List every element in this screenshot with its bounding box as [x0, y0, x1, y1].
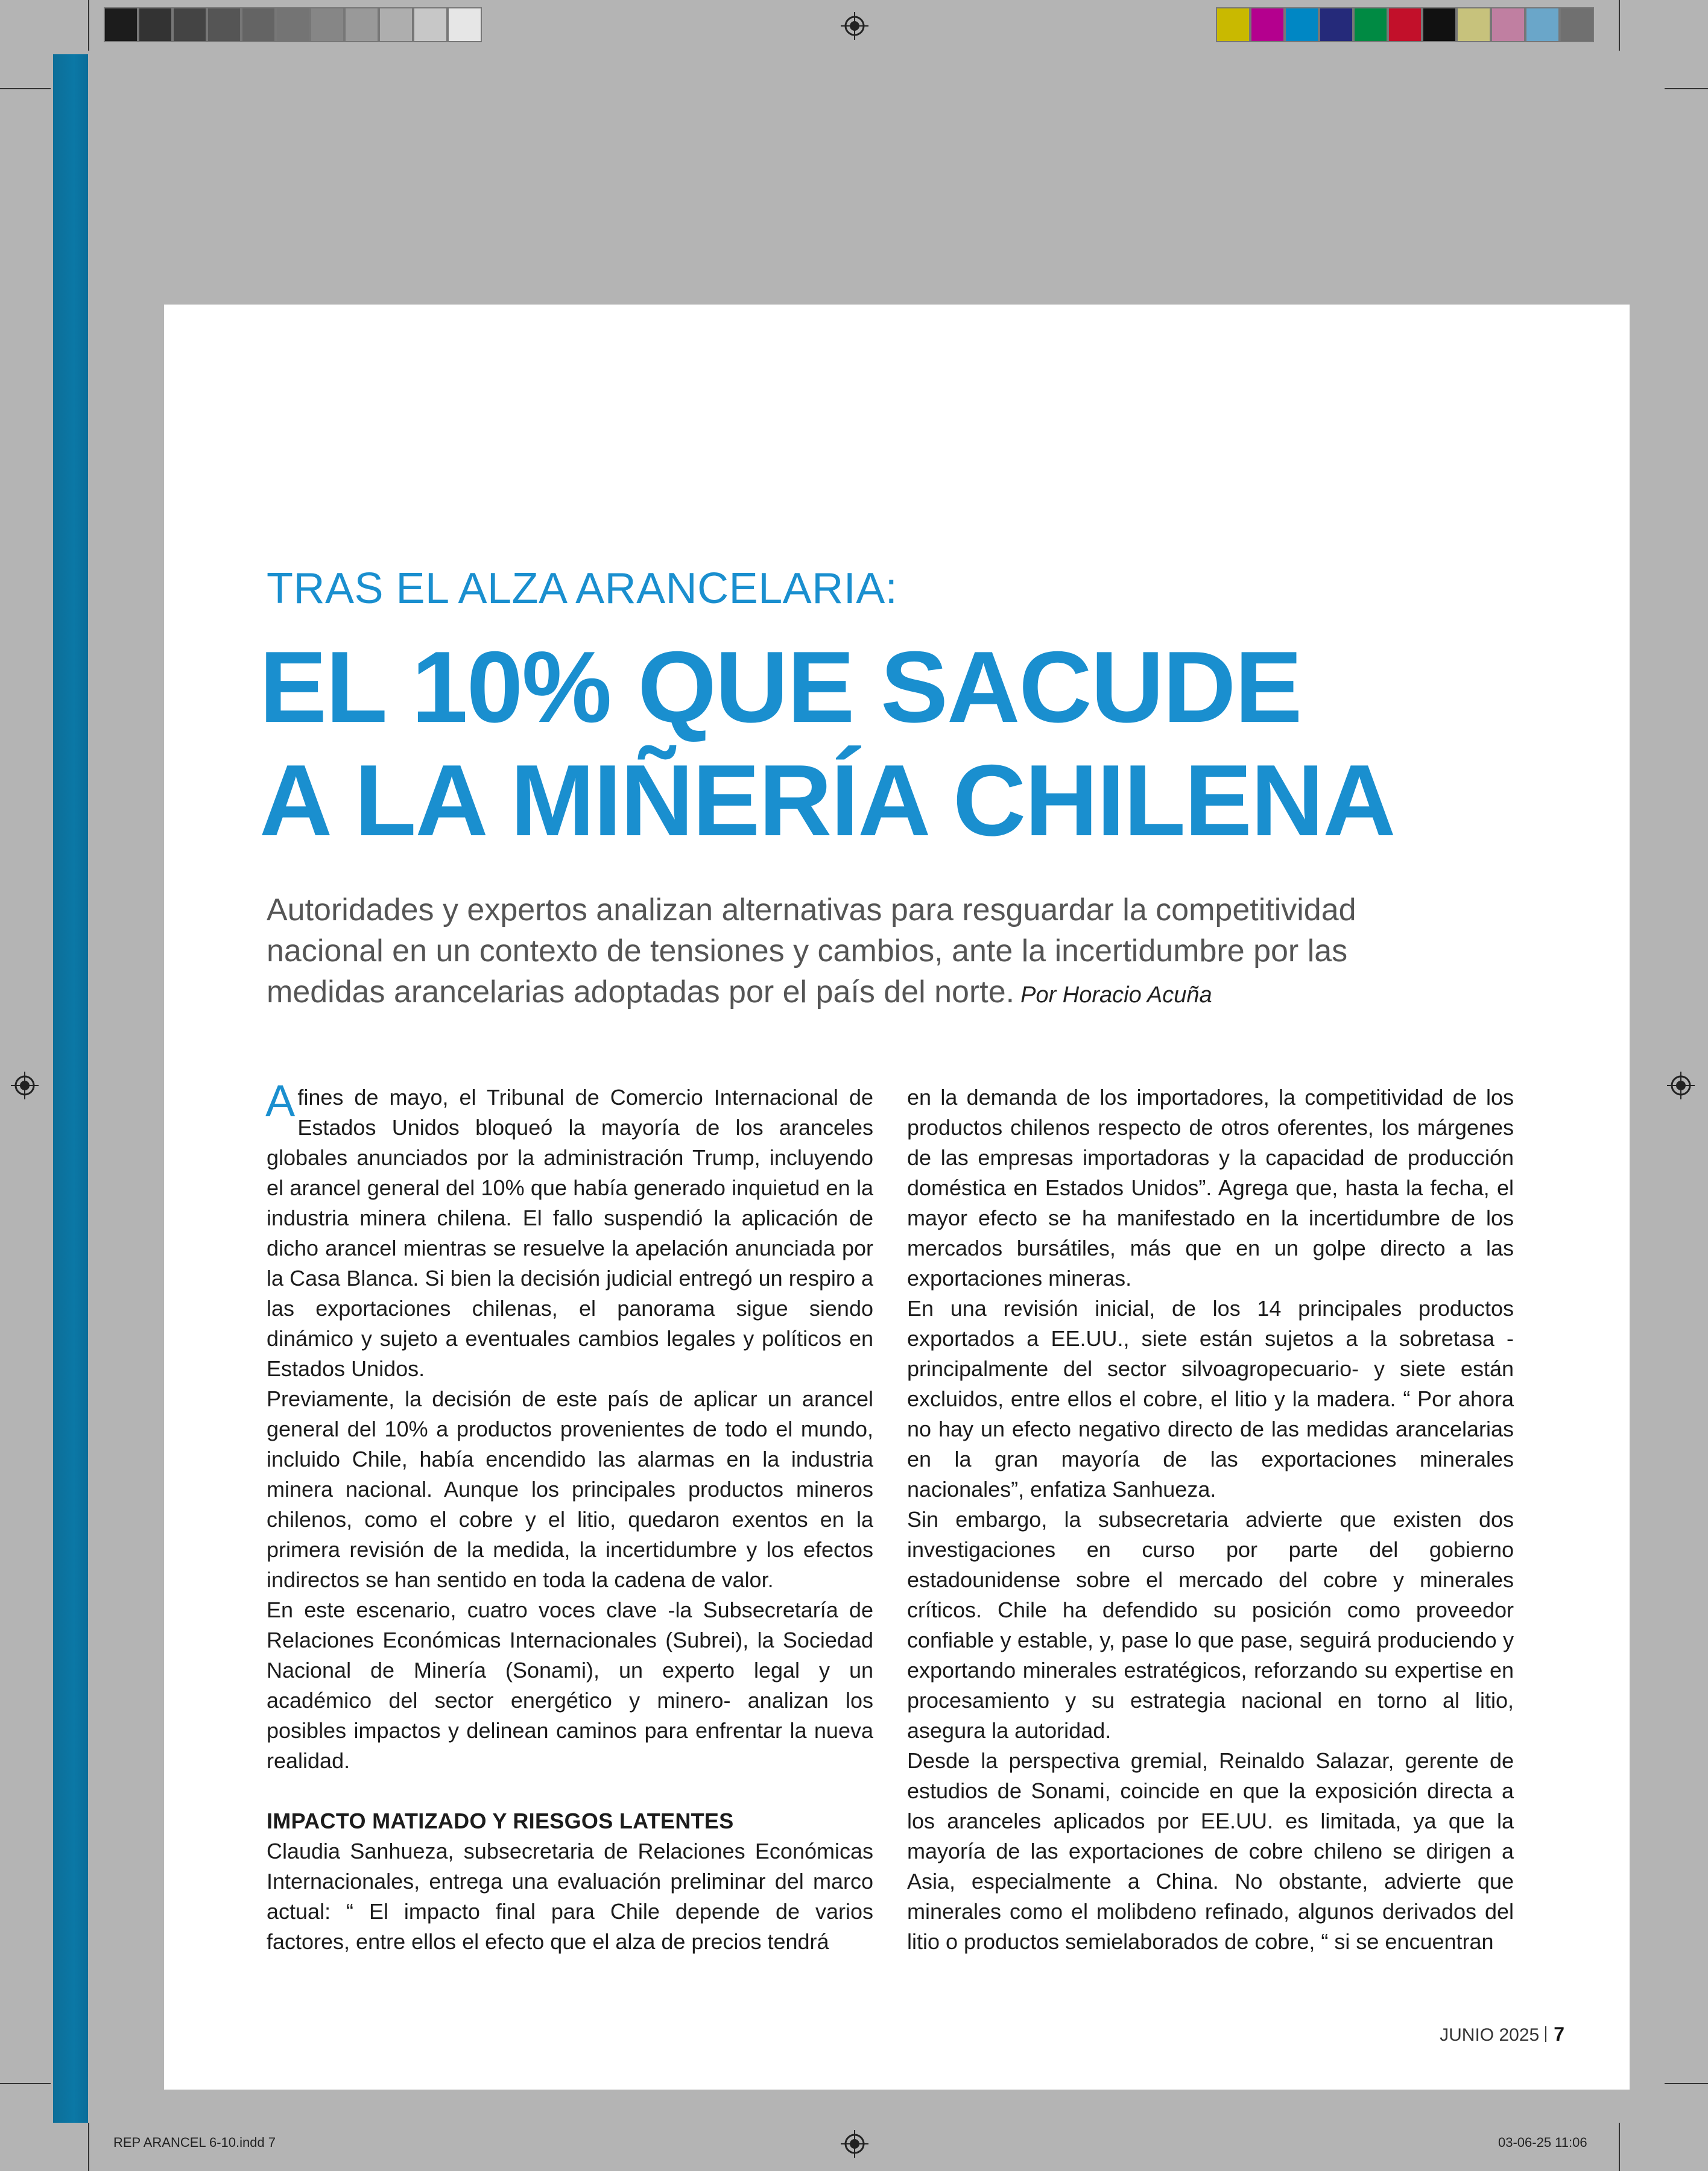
- slug-filename: REP ARANCEL 6-10.indd 7: [113, 2135, 276, 2150]
- color-swatch: [207, 7, 241, 42]
- color-swatch: [448, 7, 482, 42]
- crop-mark: [88, 2123, 89, 2171]
- color-swatch: [241, 7, 276, 42]
- crop-mark: [1619, 2123, 1620, 2171]
- color-swatches: [1216, 7, 1594, 45]
- paragraph: En este escenario, cuatro voces clave -la Subsecretaría de Relaciones Económicas Internacionales (Subrei), la Sociedad Nacional de Minería (Sonami), un experto legal y un académico del sector energético y minero- analizan los posibles impactos y delinean caminos para enfrentar la nueva realidad.: [267, 1597, 873, 1773]
- section-subhead: IMPACTO MATIZADO Y RIESGOS LATENTES: [267, 1809, 734, 1833]
- headline-line-1: EL 10% QUE SACUDE: [259, 630, 1302, 744]
- deck-line-1: Autoridades y expertos analizan alternativas para resguardar la competitividad: [267, 893, 1356, 927]
- color-swatch: [1319, 7, 1353, 42]
- paragraph-text: fines de mayo, el Tribunal de Comercio Internacional de Estados Unidos bloqueó la mayoría de los aranceles globales anunciados por la administración Trump, incluyendo el arancel general del 10% que había generado inquietud en la industria minera chilena. El fallo suspendió la aplicación de dicho arancel mientras se resuelve la apelación anunciada por la Casa Blanca. Si bien la decisión judicial entregó un respiro a las exportaciones chilenas, el panorama sigue siendo dinámico y sujeto a eventuales cambios legales y políticos en Estados Unidos.: [267, 1085, 873, 1381]
- registration-mark-right: [1667, 1072, 1695, 1099]
- byline: Por Horacio Acuña: [1020, 982, 1212, 1008]
- paragraph: Sin embargo, la subsecretaria advierte que existen dos investigaciones en curso por parte del gobierno estadounidense sobre el mercado del cobre y minerales críticos. Chile ha defendido su posición como proveedor confiable y estable, y, pase lo que pase, seguirá produciendo y exportando minerales estratégicos, reforzando su expertise en procesamiento y su estrategia nacional en torno al litio, asegura la autoridad.: [907, 1507, 1514, 1743]
- paragraph: en la demanda de los importadores, la competitividad de los productos chilenos respecto de otros oferentes, los márgenes de las empresas importadoras y la capacidad de producción doméstica en Estados Unidos”. Agrega que, hasta la fecha, el mayor efecto se ha manifestado en la incertidumbre de los mercados bursátiles, más que en un golpe directo a las exportaciones mineras.: [907, 1085, 1514, 1291]
- color-swatch: [1285, 7, 1319, 42]
- crop-mark: [1665, 88, 1708, 89]
- deck-line-3-text: medidas arancelarias adoptadas por el país del norte.: [267, 975, 1015, 1010]
- page-folio: [1440, 2023, 1564, 2046]
- page-number: 7: [1554, 2023, 1564, 2045]
- body-column-right: [907, 1082, 1514, 1957]
- paragraph: Previamente, la decisión de este país de aplicar un arancel general del 10% a productos provenientes de todo el mundo, incluido Chile, había encendido las alarmas en la industria minera nacional. Aunque los principales productos mineros chilenos, como el cobre y el litio, quedaron exentos en la primera revisión de la medida, la incertidumbre y los efectos indirectos se han sentido en toda la cadena de valor.: [267, 1386, 873, 1592]
- color-swatch: [344, 7, 379, 42]
- crop-mark: [0, 88, 51, 89]
- article-deck: [267, 890, 1684, 1016]
- registration-mark-left: [11, 1072, 39, 1099]
- color-swatch: [310, 7, 344, 42]
- color-swatch: [1250, 7, 1285, 42]
- paragraph: [265, 1076, 873, 1384]
- color-swatch: [413, 7, 448, 42]
- paragraph: Desde la perspectiva gremial, Reinaldo Salazar, gerente de estudios de Sonami, coincide en que la exposición directa a los aranceles aplicados por EE.UU. es limitada, ya que la mayoría de las exportaciones de cobre chileno se dirigen a Asia, especialmente a China. No obstante, advierte que minerales como el molibdeno refinado, algunos derivados del litio o productos semielaborados de cobre, “ si se encuentran: [907, 1748, 1514, 1954]
- paragraph: Claudia Sanhueza, subsecretaria de Relaciones Económicas Internacionales, entrega una evaluación preliminar del marco actual: “ El impacto final para Chile depende de varios factores, entre ellos el efecto que el alza de precios tendrá: [267, 1839, 873, 1954]
- crop-mark: [1619, 0, 1620, 51]
- color-swatch: [1491, 7, 1525, 42]
- color-swatch: [1422, 7, 1457, 42]
- paragraph: En una revisión inicial, de los 14 principales productos exportados a EE.UU., siete están sujetos a la sobretasa -principalmente del sector silvoagropecuario- y siete están excluidos, entre ellos el cobre, el litio y la madera. “ Por ahora no hay un efecto negativo directo de las medidas arancelarias en la gran mayoría de las exportaciones minerales nacionales”, enfatiza Sanhueza.: [907, 1296, 1514, 1502]
- grayscale-swatches: [104, 7, 482, 45]
- color-swatch: [1525, 7, 1560, 42]
- deck-line-2: nacional en un contexto de tensiones y cambios, ante la incertidumbre por las: [267, 934, 1348, 969]
- magazine-page: [164, 305, 1630, 2090]
- slug-date: 03-06-25 11:06: [1498, 2135, 1587, 2150]
- crop-mark: [1665, 2083, 1708, 2084]
- drop-cap: A: [265, 1076, 296, 1126]
- color-swatch: [1353, 7, 1388, 42]
- crop-mark: [88, 0, 89, 51]
- color-swatch: [172, 7, 207, 42]
- body-column-left: [265, 1076, 873, 1957]
- headline-line-2: A LA MIÑERÍA CHILENA: [259, 744, 1395, 857]
- color-swatch: [1560, 7, 1594, 42]
- bleed-color-bar: [53, 54, 88, 2123]
- color-swatch: [276, 7, 310, 42]
- registration-mark-bottom: [841, 2130, 868, 2158]
- color-swatch: [379, 7, 413, 42]
- deck-line-3: [267, 972, 1684, 1016]
- color-swatch: [1216, 7, 1250, 42]
- color-swatch: [1388, 7, 1422, 42]
- color-swatch: [104, 7, 138, 42]
- color-swatch: [138, 7, 172, 42]
- registration-mark-top: [841, 12, 868, 40]
- folio-divider: [1545, 2026, 1546, 2042]
- crop-mark: [0, 2083, 51, 2084]
- article-kicker: TRAS EL ALZA ARANCELARIA:: [267, 564, 898, 613]
- color-swatch: [1457, 7, 1491, 42]
- folio-issue: JUNIO 2025: [1440, 2025, 1540, 2045]
- article-headline: [259, 630, 1395, 857]
